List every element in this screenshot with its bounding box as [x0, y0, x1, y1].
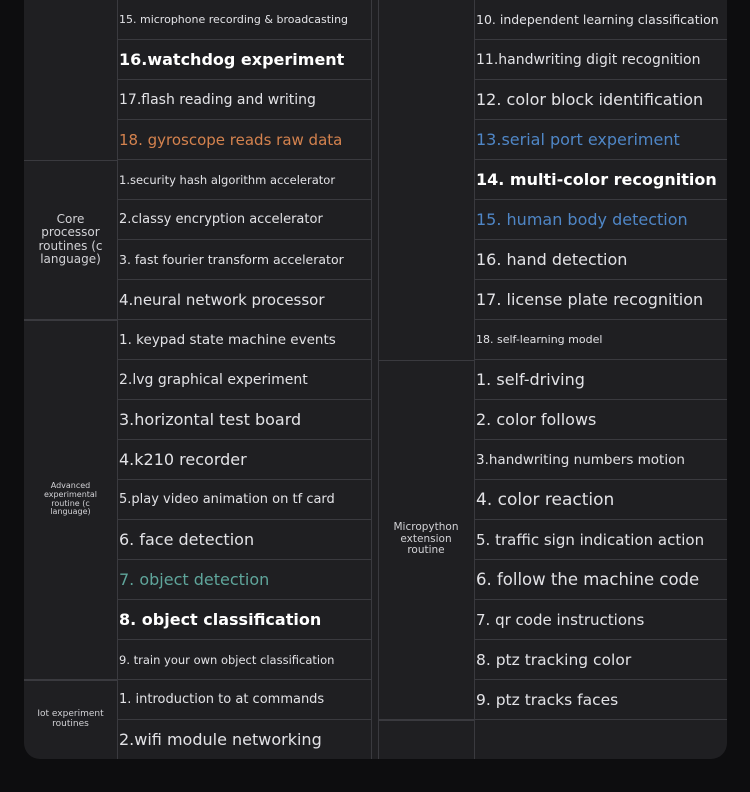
routine-list-item: [117, 200, 371, 240]
routine-item-label: 13.serial port experiment: [476, 130, 680, 149]
routine-list-item: [474, 680, 727, 720]
divider-line: [24, 320, 117, 321]
routine-list-item: [117, 680, 371, 720]
category-advanced-label: Advanced experimental routine (c language): [43, 480, 98, 517]
divider-line: [474, 0, 475, 759]
routine-item-label: 6. follow the machine code: [476, 570, 700, 589]
routine-list-item: [474, 240, 727, 280]
category-micropython-label: Micropython extension routine: [393, 521, 459, 557]
routine-list-item: [117, 360, 371, 400]
routine-list-item: [474, 280, 727, 320]
routine-item-label: 15. human body detection: [476, 210, 688, 229]
divider-line: [117, 0, 118, 759]
routine-item-label: 16. hand detection: [476, 250, 628, 269]
routine-item-label: 2.lvg graphical experiment: [119, 371, 308, 388]
divider-line: [378, 0, 379, 759]
category-iot: [24, 680, 117, 759]
routine-table-panel: [24, 0, 727, 759]
routine-list-item: [117, 240, 371, 280]
routine-list-item: [474, 520, 727, 560]
routine-list-item: [117, 480, 371, 520]
routine-item-label: 6. face detection: [119, 530, 255, 549]
routine-item-label: 7. qr code instructions: [476, 610, 645, 629]
divider-line: [24, 160, 117, 161]
routine-list-item: [474, 440, 727, 480]
routine-item-label: 3.horizontal test board: [119, 410, 302, 429]
divider-line: [378, 360, 474, 361]
routine-item-label: 1. self-driving: [476, 370, 585, 389]
routine-item-label: 5.play video animation on tf card: [119, 492, 335, 507]
routine-list-item: [117, 600, 371, 640]
routine-item-label: 12. color block identification: [476, 90, 704, 109]
routine-list-item: [117, 720, 371, 759]
routine-item-label: 4. color reaction: [476, 489, 615, 510]
routine-list-item: [474, 720, 727, 759]
category-micropython: [378, 360, 474, 720]
divider-line: [378, 720, 474, 721]
divider-line: [24, 680, 117, 681]
routine-list-item: [474, 40, 727, 80]
routine-list-item: [474, 560, 727, 600]
routine-list-item: [117, 280, 371, 320]
routine-item-label: 4.neural network processor: [119, 290, 325, 309]
routine-item-label: 9. ptz tracks faces: [476, 690, 619, 709]
routine-list-item: [474, 360, 727, 400]
category-core: [24, 160, 117, 320]
routine-item-label: 2.classy encryption accelerator: [119, 212, 323, 227]
routine-item-label: 16.watchdog experiment: [119, 50, 345, 69]
routine-list-item: [117, 120, 371, 160]
routine-item-label: 17. license plate recognition: [476, 290, 704, 309]
category-advanced: [24, 320, 117, 680]
routine-list-item: [474, 80, 727, 120]
routine-list-item: [117, 400, 371, 440]
routine-list-item: [474, 400, 727, 440]
routine-item-label: 9. train your own object classification: [119, 652, 335, 667]
routine-item-label: 18. self-learning model: [476, 333, 603, 346]
routine-list-item: [117, 160, 371, 200]
routine-item-label: 17.flash reading and writing: [119, 91, 316, 108]
routine-list-item: [474, 640, 727, 680]
routine-list-item: [117, 320, 371, 360]
routine-item-label: 2.wifi module networking: [119, 730, 322, 749]
routine-item-label: 3.handwriting numbers motion: [476, 451, 685, 468]
routine-list-item: [474, 600, 727, 640]
routine-list-item: [117, 0, 371, 40]
routine-item-label: 5. traffic sign indication action: [476, 530, 705, 549]
routine-item-label: 18. gyroscope reads raw data: [119, 130, 343, 149]
routine-list-item: [474, 120, 727, 160]
routine-list-item: [117, 40, 371, 80]
routine-list-item: [117, 440, 371, 480]
routine-item-label: 7. object detection: [119, 570, 270, 589]
routine-item-label: 1. keypad state machine events: [119, 331, 336, 348]
routine-list-item: [117, 640, 371, 680]
routine-item-label: 8. object classification: [119, 610, 322, 629]
routine-item-label: 11.handwriting digit recognition: [476, 51, 701, 68]
routine-list-item: [474, 200, 727, 240]
routine-item-label: 10. independent learning classification: [476, 12, 719, 27]
routine-list-item: [117, 520, 371, 560]
routine-item-label: 14. multi-color recognition: [476, 170, 717, 189]
divider-line: [371, 0, 372, 759]
routine-item-label: 15. microphone recording & broadcasting: [119, 13, 349, 26]
routine-item-label: 3. fast fourier transform accelerator: [119, 252, 344, 267]
routine-item-label: 2. color follows: [476, 410, 597, 429]
routine-list-item: [117, 80, 371, 120]
routine-item-label: 8. ptz tracking color: [476, 650, 632, 669]
routine-list-item: [474, 0, 727, 40]
category-core-label: Core processor routines (c language): [38, 212, 103, 266]
routine-item-label: 1. introduction to at commands: [119, 692, 325, 707]
routine-list-item: [117, 560, 371, 600]
routine-item-label: 4.k210 recorder: [119, 450, 247, 469]
routine-item-label: 1.security hash algorithm accelerator: [119, 172, 336, 187]
routine-list-item: [474, 320, 727, 360]
routine-grid: [24, 0, 727, 759]
routine-list-item: [474, 480, 727, 520]
category-iot-label: Iot experiment routines: [37, 708, 104, 729]
routine-list-item: [474, 160, 727, 200]
